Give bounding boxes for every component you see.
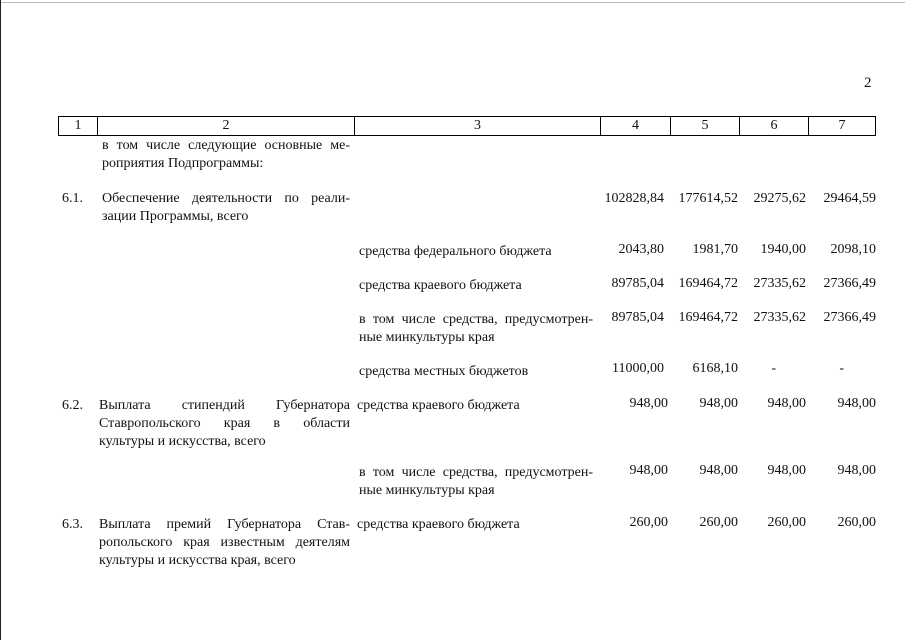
- value-col-5: 177614,52: [678, 191, 738, 206]
- value-col-7: 2098,10: [830, 242, 876, 257]
- value-col-6: 1940,00: [760, 242, 806, 257]
- value-col-7: 260,00: [837, 515, 876, 530]
- value-col-4: 2043,80: [618, 242, 664, 257]
- header-col-3: 3: [354, 116, 600, 136]
- value-col-4: 89785,04: [611, 310, 664, 325]
- funding-source: средства краевого бюджета: [357, 398, 520, 413]
- scan-edge-top: [0, 2, 905, 3]
- funding-source: средства федерального бюджета: [359, 244, 552, 259]
- value-col-5: 169464,72: [678, 276, 738, 291]
- value-col-5: 948,00: [699, 396, 738, 411]
- value-col-7: 29464,59: [823, 191, 876, 206]
- row-number: 6.1.: [62, 191, 83, 206]
- row-name-line: Ставропольского края в области: [99, 416, 350, 431]
- value-col-6: 27335,62: [753, 276, 806, 291]
- header-col-4: 4: [600, 116, 670, 136]
- value-col-6: -: [771, 361, 776, 376]
- funding-source: средства местных бюджетов: [359, 364, 529, 379]
- row-name-line: зации Программы, всего: [102, 209, 249, 224]
- value-col-5: 6168,10: [692, 361, 738, 376]
- page-number: 2: [864, 75, 872, 91]
- value-col-5: 1981,70: [692, 242, 738, 257]
- value-col-7: 948,00: [837, 463, 876, 478]
- row-number: 6.3.: [62, 517, 83, 532]
- funding-source-line: в том числе средства, предусмотрен-: [359, 465, 593, 480]
- value-col-6: 27335,62: [753, 310, 806, 325]
- funding-source-line: ные минкультуры края: [359, 330, 495, 345]
- funding-source-line: ные минкультуры края: [359, 483, 495, 498]
- value-col-4: 260,00: [629, 515, 668, 530]
- value-col-5: 260,00: [699, 515, 738, 530]
- value-col-4: 948,00: [629, 463, 668, 478]
- value-col-6: 948,00: [767, 396, 806, 411]
- intro-line-1: в том числе следующие основные ме-: [102, 138, 350, 153]
- value-col-7: 948,00: [837, 396, 876, 411]
- value-col-5: 948,00: [699, 463, 738, 478]
- row-number: 6.2.: [62, 398, 83, 413]
- value-col-6: 29275,62: [753, 191, 806, 206]
- row-name-line: ропольского края известным деятелям: [99, 535, 350, 550]
- funding-source: средства краевого бюджета: [359, 278, 522, 293]
- value-col-7: -: [839, 361, 844, 376]
- header-col-1: 1: [58, 116, 97, 136]
- row-name-line: Выплата премий Губернатора Став-: [99, 517, 350, 532]
- value-col-4: 89785,04: [611, 276, 664, 291]
- intro-line-2: роприятия Подпрограммы:: [102, 156, 264, 171]
- row-name-line: Обеспечение деятельности по реали-: [102, 191, 350, 206]
- header-col-7: 7: [808, 116, 876, 136]
- value-col-7: 27366,49: [823, 310, 876, 325]
- value-col-6: 948,00: [767, 463, 806, 478]
- value-col-6: 260,00: [767, 515, 806, 530]
- value-col-4: 948,00: [629, 396, 668, 411]
- header-col-5: 5: [670, 116, 739, 136]
- scan-edge-left: [0, 0, 1, 640]
- row-name-line: культуры и искусства, всего: [99, 434, 266, 449]
- value-col-4: 102828,84: [604, 191, 664, 206]
- row-name-line: культуры и искусства края, всего: [99, 553, 296, 568]
- funding-source-line: в том числе средства, предусмотрен-: [359, 312, 593, 327]
- value-col-4: 11000,00: [612, 361, 664, 376]
- funding-source: средства краевого бюджета: [357, 517, 520, 532]
- header-col-2: 2: [97, 116, 354, 136]
- row-name-line: Выплата стипендий Губернатора: [99, 398, 350, 413]
- header-col-6: 6: [739, 116, 808, 136]
- value-col-7: 27366,49: [823, 276, 876, 291]
- value-col-5: 169464,72: [678, 310, 738, 325]
